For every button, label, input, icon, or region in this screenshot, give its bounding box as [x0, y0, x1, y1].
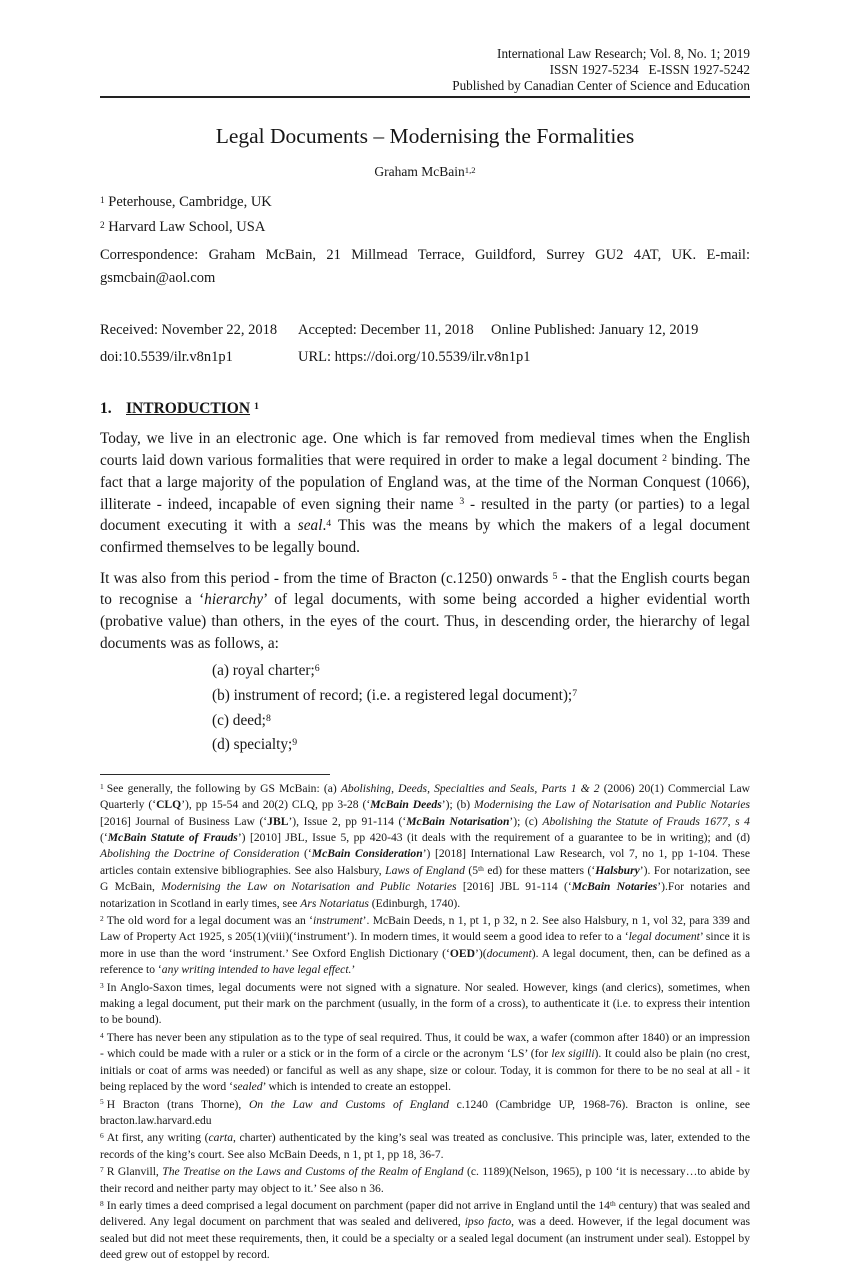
footnote-4-text: There has never been any stipulation as to the type of seal required. Thus, it could be wax, a wafer (common after 1840) or an impression - which could be made with a ruler or a stick or in the form of a circle or the acronym ‘LS’ (for lex sigilli). It could also be plain (no crest, initials or coat of arms was needed) or fanciful as well as any shape, size or colour. Today, it is common for there to be no seal at all - it being replaced by the word ‘sealed’ which is intended to create an estoppel.: [100, 1030, 750, 1094]
author-line: [100, 164, 750, 180]
footnote-3-text: In Anglo-Saxon times, legal documents were not signed with a signature. Nor sealed. However, kings (and clerics), sometimes, when making a legal document, put their mark on the parchment (usually, in the form of a cross), to authenticate it (i.e. to express their intention to be bound).: [100, 980, 750, 1027]
footnote-1-number: 1: [100, 781, 104, 791]
footnote-6-number: 6: [100, 1131, 104, 1141]
footnote-7-text: R Glanvill, The Treatise on the Laws and Customs of the Realm of England (c. 1189)(Nelson, 1965), p 100 ‘it is necessary…to abide by their record and neither party may object to it.’ See also n 36.: [100, 1165, 750, 1195]
footnote-8-number: 8: [100, 1198, 104, 1208]
list-item-specialty: (d) specialty;$^9$: [212, 736, 298, 754]
intro-paragraph-2: It was also from this period - from the time of Bracton (c.1250) onwards $^5$ - that the English courts began to recognise a ‘hierarchy’ of legal documents, with some being accorded a higher evidential worth (probative value) than others, in the eyes of the court. Thus, in descending order, the hierarchy of legal documents was as follows, a:: [100, 569, 750, 652]
footnote-5-number: 5: [100, 1097, 104, 1107]
list-item-royal-charter: (a) royal charter;$^6$: [212, 662, 320, 680]
footnote-7-number: 7: [100, 1165, 104, 1175]
intro-paragraph-1: Today, we live in an electronic age. One which is far removed from medieval times when the English courts laid down various formalities that were required in order to make a legal document $^2$ binding. The fact that a large majority of the population of England was, at the time of the Norman Conquest (1066), illiterate - indeed, incapable of even signing their name $^3$ - resulted in the party (or parties) to a legal document executing it with a seal.$^4$ This was the means by which the makers of a legal document confirmed themselves to be legally bound.: [100, 430, 751, 556]
author-affiliation-refs: 1,2: [464, 164, 476, 175]
footnote-6-text: At first, any writing (carta, charter) authenticated by the king’s seal was treated as conclusive. This principle was, later, extended to the records of the king’s court. See also McBain Deeds, n 1, pt 1, pp 18, 36-7.: [100, 1131, 750, 1161]
list-item-instrument-of-record: (b) instrument of record; (i.e. a registered legal document);$^7$: [212, 687, 578, 705]
footnote-2-number: 2: [100, 913, 104, 923]
footnote-2: [100, 913, 750, 979]
footnote-4-number: 4: [100, 1030, 104, 1040]
section-title: INTRODUCTION: [126, 400, 251, 418]
footnote-8: [100, 1198, 750, 1264]
accepted-date: Accepted: December 11, 2018: [298, 322, 474, 339]
footnote-8-text: In early times a deed comprised a legal document on parchment (paper did not arrive in England until the 14th century) that was sealed and delivered. Any legal document on parchment that was sealed and delivered, ipso facto, was a deed. However, if the legal document was sealed but did not meet these requirements, then, it could be a specialty or a sealed legal document (an instrument under seal). Estoppel by deed grew out of estoppel by record.: [100, 1198, 750, 1262]
footnote-2-text: The old word for a legal document was an ‘instrument’. McBain Deeds, n 1, pt 1, p 32, n 2. See also Halsbury, n 1, vol 32, para 339 and Law of Property Act 1925, s 205(1)(viii)(‘instrument’). In modern times, it would seem a good idea to refer to a ‘legal document’ since it is more in use than the word ‘instrument.’ See Oxford English Dictionary (‘OED’)(document). A legal document, then, can be defined as a reference to ‘any writing intended to have legal effect.’: [100, 914, 750, 977]
received-date: Received: November 22, 2018: [100, 322, 278, 339]
dates-row: [100, 320, 750, 340]
footnote-5-text: H Bracton (trans Thorne), On the Law and Customs of England c.1240 (Cambridge UP, 1968-76). Bracton is online, see bracton.law.harvard.edu: [100, 1097, 750, 1127]
affiliation-1: [100, 190, 750, 215]
correspondence-line: Correspondence: Graham McBain, 21 Millmead Terrace, Guildford, Surrey GU2 4AT, UK. E-mail: gsmcbain@aol.com: [100, 247, 750, 287]
issn-line: ISSN 1927-5234 E-ISSN 1927-5242: [549, 62, 750, 77]
footnote-5: [100, 1097, 750, 1130]
affiliation-1-text: Peterhouse, Cambridge, UK: [104, 194, 272, 211]
footnote-1: [100, 781, 750, 912]
section-footnote-ref: 1: [254, 401, 259, 413]
footnote-7: [100, 1164, 750, 1197]
footnote-separator: [100, 774, 330, 775]
doi-text: doi:10.5539/ilr.v8n1p1: [100, 349, 233, 366]
affiliation-2-text: Harvard Law School, USA: [104, 219, 266, 236]
affiliation-2: [100, 215, 750, 240]
list-item-deed: (c) deed;$^8$: [212, 711, 271, 729]
doi-row: [100, 347, 750, 367]
footnote-4: [100, 1030, 750, 1096]
publisher-line: Published by Canadian Center of Science and Education: [452, 78, 750, 93]
doi-url: URL: https://doi.org/10.5539/ilr.v8n1p1: [298, 349, 531, 366]
paper-title: Legal Documents – Modernising the Formalities: [215, 124, 635, 148]
journal-name-line: International Law Research; Vol. 8, No. 1; 2019: [497, 46, 750, 61]
masthead-rule: [100, 96, 750, 98]
footnote-3: [100, 980, 750, 1029]
footnotes-section: [100, 781, 750, 1264]
online-published-date: Online Published: January 12, 2019: [491, 322, 699, 339]
footnote-6: [100, 1130, 750, 1163]
journal-masthead: [100, 46, 750, 94]
footnote-1-text: See generally, the following by GS McBain: (a) Abolishing, Deeds, Specialties and Seals, Parts 1 & 2 (2006) 20(1) Commercial Law Quarterly (‘CLQ’), pp 15-54 and 20(2) CLQ, pp 3-28 (‘McBain Deeds’); (b) Modernising the Law of Notarisation and Public Notaries [2016] Journal of Business Law (‘JBL’), Issue 2, pp 91-114 (‘McBain Notarisation’); (c) Abolishing the Statute of Frauds 1677, s 4 (‘McBain Statute of Frauds’) [2010] JBL, Issue 5, pp 420-43 (it deals with the requirement of a guarantee to be in writing); and (d) Abolishing the Doctrine of Consideration (‘McBain Consideration’) [2018] International Law Research, vol 7, no 1, pp 1-104. These articles contain extensive bibliographies. See also Halsbury, Laws of England (5th ed) for these matters (‘Halsbury’). For notarization, see G McBain, Modernising the Law on Notarisation and Public Notaries [2016] JBL 91-114 (‘McBain Notaries’).For notaries and notarization in Scotland in early times, see Ars Notariatus (Edinburgh, 1740).: [100, 781, 751, 910]
affiliation-1-marker: 1: [100, 195, 105, 206]
footnote-3-number: 3: [100, 980, 104, 990]
affiliation-2-marker: 2: [100, 220, 105, 231]
author-name: Graham McBain: [374, 164, 465, 180]
hierarchy-list: [212, 659, 750, 757]
section-heading-introduction: [100, 400, 750, 418]
affiliations: [100, 190, 750, 240]
section-number: 1.: [100, 400, 112, 418]
